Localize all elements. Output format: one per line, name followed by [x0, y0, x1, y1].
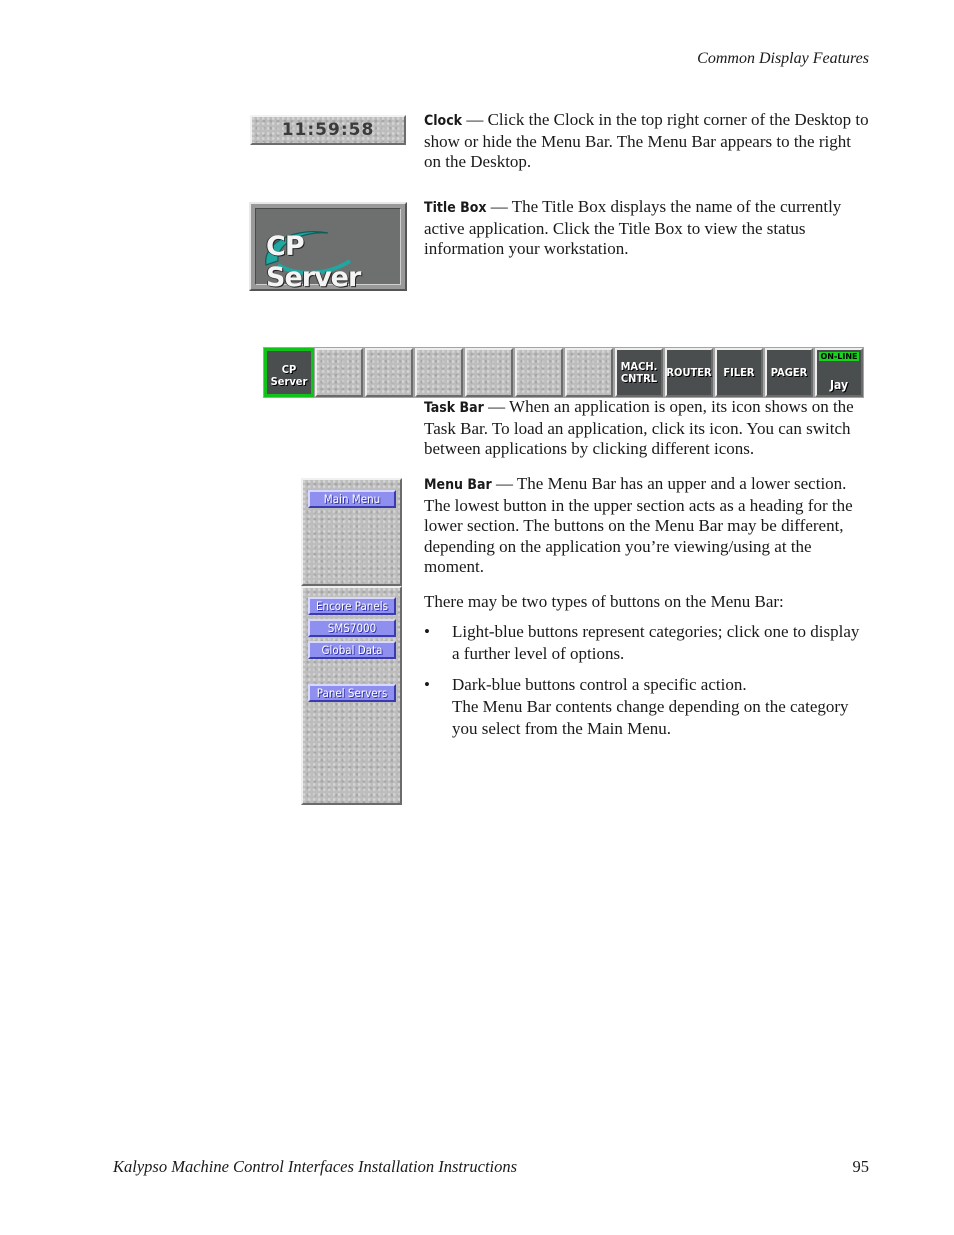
sms7000-button[interactable]: SMS7000 [308, 619, 396, 637]
task-bar-description: — When an application is open, its icon shows on the Task Bar. To load an application, click its icon. You can switch between applications by clicking different icons. [424, 397, 854, 458]
running-header: Common Display Features [697, 50, 869, 67]
clock-description: — Click the Clock in the top right corner of the Desktop to show or hide the Menu Bar. The Menu Bar appears to the right on the Desktop. [424, 110, 869, 171]
task-bar-empty-slot[interactable] [515, 348, 563, 397]
title-box-paragraph [424, 197, 869, 260]
menu-bar-description: — The Menu Bar has an upper and a lower section. The lowest button in the upper section acts as a heading for the lower section. The buttons on the Menu Bar may be different, depending on the application you’re viewing/using at the moment. [424, 474, 853, 576]
task-bar-empty-slot[interactable] [565, 348, 613, 397]
encore-panels-button[interactable]: Encore Panels [308, 597, 396, 615]
menu-bar-bullet-list [424, 621, 869, 740]
clock-paragraph [424, 110, 869, 173]
bullet-note: The Menu Bar contents change depending on the category you select from the Main Menu. [452, 697, 849, 738]
title-box-label: CP Server [266, 231, 361, 293]
task-bar-cp-server-label: CP Server [270, 362, 308, 388]
online-status-badge: ON-LINE [820, 352, 858, 361]
clock-term: Clock [424, 113, 463, 129]
task-bar-cp-server-button[interactable] [264, 348, 314, 397]
footer-page-number: 95 [852, 1157, 869, 1176]
task-bar-router-label: ROUTER [666, 365, 712, 379]
task-bar-user-button[interactable] [815, 348, 863, 397]
bullet-item-dark-blue [424, 674, 869, 740]
menu-bar-term: Menu Bar [424, 477, 492, 493]
bullet-text: Light-blue buttons represent categories; click one to display a further level of options. [452, 622, 860, 663]
task-bar-pager-label: PAGER [770, 365, 808, 379]
bullet-item-light-blue [424, 621, 869, 665]
task-bar-filer-label: FILER [723, 365, 755, 379]
task-bar-mach-cntrl-label: MACH. CNTRL [620, 359, 658, 385]
menu-bar-upper-section [301, 478, 402, 586]
task-bar-term: Task Bar [424, 400, 484, 416]
title-box-face [255, 208, 401, 293]
task-bar-empty-slot[interactable] [465, 348, 513, 397]
menu-bar-intro: There may be two types of buttons on the Menu Bar: [424, 592, 784, 611]
task-bar-filer-button[interactable] [715, 348, 763, 397]
task-bar-empty-slot[interactable] [365, 348, 413, 397]
bullet-icon: • [424, 675, 430, 694]
task-bar-router-button[interactable] [665, 348, 713, 397]
title-box-description: — The Title Box displays the name of the currently active application. Click the Title Box to view the status information your workstation. [424, 197, 842, 258]
panel-servers-button[interactable]: Panel Servers [308, 684, 396, 702]
menu-bar-lower-section [301, 586, 402, 805]
menu-bar-paragraph [424, 474, 869, 578]
task-bar-user-label: Jay [830, 377, 848, 392]
clock-widget[interactable]: 11:59:58 [250, 115, 406, 145]
task-bar-pager-button[interactable] [765, 348, 813, 397]
task-bar [263, 347, 864, 398]
footer-document-title: Kalypso Machine Control Interfaces Installation Instructions [113, 1157, 518, 1176]
task-bar-empty-slot[interactable] [315, 348, 363, 397]
main-menu-button[interactable]: Main Menu [308, 490, 396, 508]
task-bar-mach-cntrl-button[interactable] [615, 348, 663, 397]
task-bar-paragraph [424, 397, 869, 460]
task-bar-empty-slot[interactable] [415, 348, 463, 397]
title-box-widget[interactable] [249, 202, 407, 291]
title-box-term: Title Box [424, 200, 487, 216]
global-data-button[interactable]: Global Data [308, 641, 396, 659]
bullet-icon: • [424, 622, 430, 641]
bullet-text: Dark-blue buttons control a specific action. [452, 675, 747, 694]
